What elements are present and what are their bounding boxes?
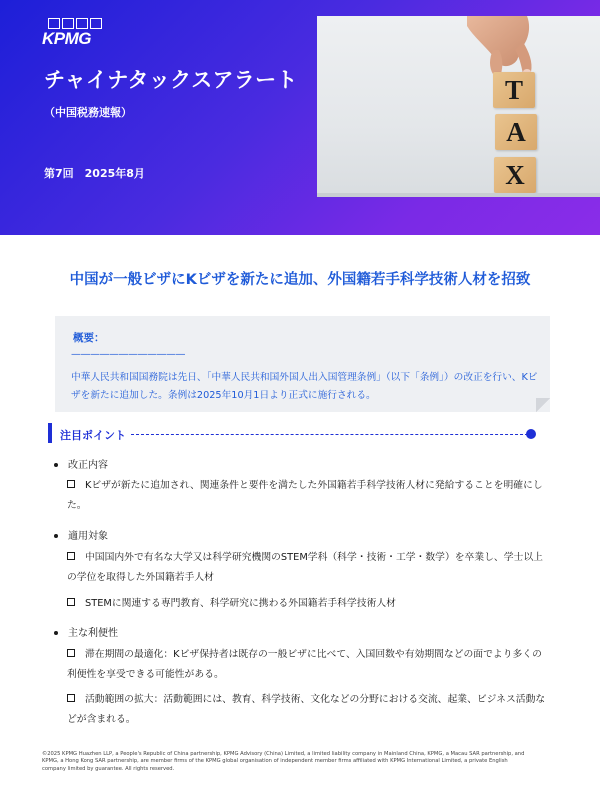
copyright-footer: ©2025 KPMG Huazhen LLP, a People's Republic of China partnership, KPMG Advisory (China) Limited, a limited liability company in Mainland China, KPMG, a Macau SAR partnership, and KPMG, a Hong Kong SAR partnership, are member firms of the KPMG global organisation of independent member firms affiliated with KPMG International Limited, a private English company limited by guarantee. All rights reserved. xyxy=(42,751,525,772)
logo-text: KPMG xyxy=(42,29,91,48)
page-fold-corner xyxy=(536,398,550,412)
key-points-accent-bar xyxy=(48,423,52,443)
summary-box xyxy=(55,316,550,412)
kpmg-logo xyxy=(42,18,112,48)
list-item: 活動範囲の拡大：活動範囲には、教育、科学技術、文化などの分野における交流、起業、ビジネス活動などが含まれる。 xyxy=(67,694,546,725)
checkbox-bullet-icon xyxy=(67,480,75,488)
hand-illustration xyxy=(317,16,600,197)
block-a: A xyxy=(495,114,537,150)
checkbox-bullet-icon xyxy=(67,649,75,657)
key-points-rule xyxy=(131,434,528,435)
summary-rule: ———————————— xyxy=(71,349,185,360)
checkbox-bullet-icon xyxy=(67,552,75,560)
list-item: 中国国内外で有名な大学又は科学研究機関のSTEM学科（科学・技術・工学・数学）を卒業し、学士以上の学位を取得した外国籍若手人材 xyxy=(67,552,543,583)
checkbox-bullet-icon xyxy=(67,694,75,702)
bullet-icon xyxy=(54,534,58,538)
key-points-end-dot xyxy=(526,429,536,439)
checkbox-bullet-icon xyxy=(67,598,75,606)
issue-info: 第7回 2025年8月 xyxy=(44,167,145,180)
bullet-icon xyxy=(54,631,58,635)
section-heading: 適用対象 xyxy=(54,527,108,542)
summary-label: 概要： xyxy=(73,332,105,344)
publication-title: チャイナタックスアラート xyxy=(44,68,298,92)
block-t: T xyxy=(493,72,535,108)
section-heading: 改正内容 xyxy=(54,456,108,471)
block-x: X xyxy=(494,157,536,193)
bullet-icon xyxy=(54,463,58,467)
list-item: 滞在期間の最適化：Kビザ保持者は既存の一般ビザに比べて、入国回数や有効期間などの面でより多くの利便性を享受できる可能性がある。 xyxy=(67,649,542,680)
section-heading: 主な利便性 xyxy=(54,624,118,639)
list-item: STEMに関連する専門教育、科学研究に携わる外国籍若手科学技術人材 xyxy=(67,594,551,614)
logo-boxes-icon xyxy=(48,18,112,29)
list-item: Kビザが新たに追加され、関連条件と要件を満たした外国籍若手科学技術人材に発給することを明確にした。 xyxy=(67,480,543,511)
shelf xyxy=(317,193,600,197)
key-points-title: 注目ポイント xyxy=(60,429,126,442)
tax-blocks-photo xyxy=(317,16,600,197)
publication-subtitle: （中国税務速報） xyxy=(44,106,132,119)
article-headline: 中国が一般ビザにKビザを新たに追加、外国籍若手科学技術人材を招致 xyxy=(69,272,531,288)
summary-text: 中華人民共和国国務院は先日、「中華人民共和国外国人出入国管理条例」（以下「条例」）の改正を行い、Kビザを新たに追加した。条例は2025年10月1日より正式に施行される。 xyxy=(71,372,538,401)
